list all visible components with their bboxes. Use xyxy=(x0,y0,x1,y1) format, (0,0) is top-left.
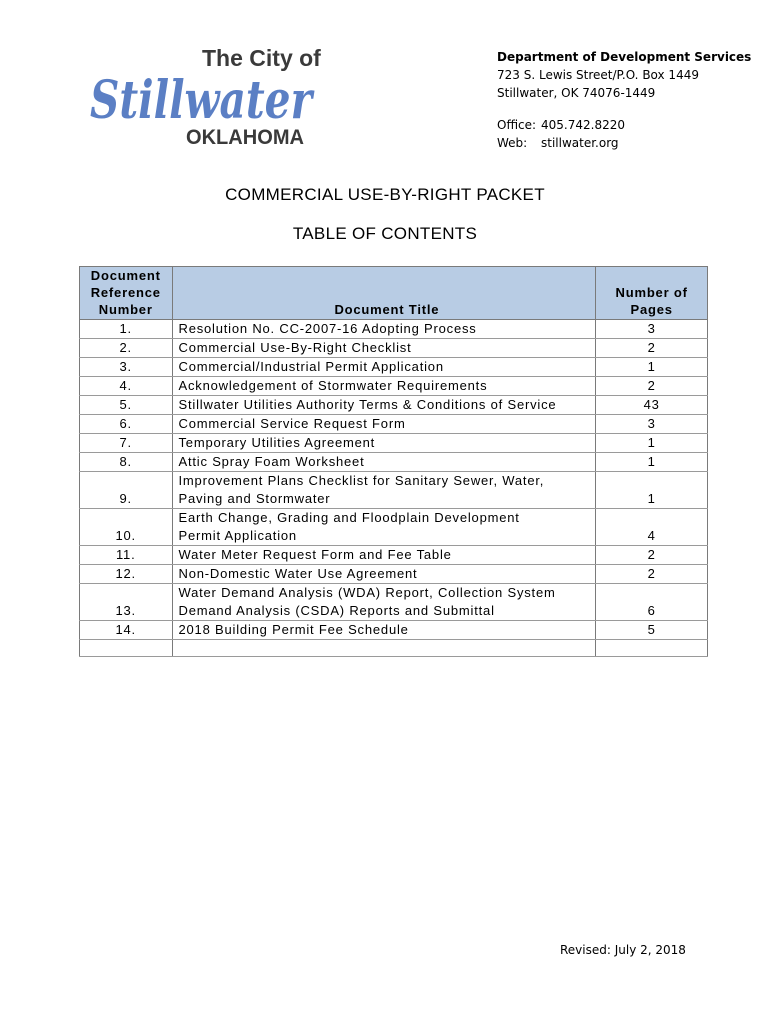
row-number-of-pages: 1 xyxy=(596,358,708,377)
document-heading: COMMERCIAL USE-BY-RIGHT PACKET xyxy=(225,185,545,204)
row-document-title xyxy=(172,415,596,434)
row-number-of-pages: 6 xyxy=(596,584,708,621)
row-number-of-pages: 1 xyxy=(596,453,708,472)
row-title-line: Demand Analysis (CSDA) Reports and Submittal xyxy=(178,603,495,618)
row-title-line: Resolution No. CC-2007-16 Adopting Process xyxy=(178,321,477,336)
row-document-title xyxy=(172,584,596,621)
row-reference-number: 3. xyxy=(80,358,173,377)
row-document-title xyxy=(172,358,596,377)
department-address-line2: Stillwater, OK 74076-1449 xyxy=(497,86,656,100)
row-reference-number: 11. xyxy=(80,546,173,565)
table-row xyxy=(80,565,708,584)
office-label: Office: xyxy=(497,118,537,132)
row-number-of-pages: 1 xyxy=(596,472,708,509)
row-reference-number xyxy=(80,640,173,657)
row-reference-number: 12. xyxy=(80,565,173,584)
row-document-title xyxy=(172,546,596,565)
row-reference-number: 4. xyxy=(80,377,173,396)
row-title-line: Paving and Stormwater xyxy=(178,491,331,506)
row-document-title xyxy=(172,621,596,640)
row-number-of-pages xyxy=(596,640,708,657)
row-title-line: 2018 Building Permit Fee Schedule xyxy=(178,622,409,637)
row-reference-number: 13. xyxy=(80,584,173,621)
row-document-title xyxy=(172,339,596,358)
table-row xyxy=(80,546,708,565)
header-ref-line: Number xyxy=(98,302,153,317)
table-of-contents xyxy=(79,266,708,657)
row-number-of-pages: 4 xyxy=(596,509,708,546)
row-title-line: Acknowledgement of Stormwater Requirements xyxy=(178,378,488,393)
row-number-of-pages: 1 xyxy=(596,434,708,453)
header-number-of-pages xyxy=(596,267,708,320)
row-number-of-pages: 2 xyxy=(596,377,708,396)
table-row xyxy=(80,584,708,621)
row-reference-number: 2. xyxy=(80,339,173,358)
department-contact xyxy=(497,48,751,152)
row-title-line: Commercial Use-By-Right Checklist xyxy=(178,340,412,355)
table-row xyxy=(80,453,708,472)
table-row xyxy=(80,377,708,396)
row-title-line: Water Demand Analysis (WDA) Report, Collection System xyxy=(178,585,556,600)
table-body xyxy=(80,320,708,657)
city-logo xyxy=(88,40,321,150)
row-document-title xyxy=(172,396,596,415)
row-title-line: Water Meter Request Form and Fee Table xyxy=(178,547,452,562)
row-reference-number: 14. xyxy=(80,621,173,640)
row-document-title xyxy=(172,640,596,657)
row-number-of-pages: 5 xyxy=(596,621,708,640)
table-row xyxy=(80,509,708,546)
row-reference-number: 6. xyxy=(80,415,173,434)
row-document-title xyxy=(172,509,596,546)
row-document-title xyxy=(172,453,596,472)
row-title-line: Earth Change, Grading and Floodplain Development xyxy=(178,510,520,525)
row-number-of-pages: 2 xyxy=(596,546,708,565)
table-row xyxy=(80,415,708,434)
office-row xyxy=(497,116,751,134)
web-label: Web: xyxy=(497,136,528,150)
header-pages-line: Number of xyxy=(615,285,688,300)
row-title-line: Attic Spray Foam Worksheet xyxy=(178,454,365,469)
row-title-line: Permit Application xyxy=(178,528,297,543)
web-link[interactable]: stillwater.org xyxy=(541,136,619,150)
table-row xyxy=(80,640,708,657)
logo-line1: The City of xyxy=(202,45,321,71)
table-row xyxy=(80,339,708,358)
row-reference-number: 10. xyxy=(80,509,173,546)
table-header-row xyxy=(80,267,708,320)
table-row xyxy=(80,320,708,339)
table-of-contents-heading: TABLE OF CONTENTS xyxy=(292,224,478,243)
table-row xyxy=(80,472,708,509)
row-number-of-pages: 3 xyxy=(596,320,708,339)
office-phone: 405.742.8220 xyxy=(541,118,625,132)
row-number-of-pages: 2 xyxy=(596,565,708,584)
table-row xyxy=(80,621,708,640)
row-document-title xyxy=(172,377,596,396)
department-address-line1: 723 S. Lewis Street/P.O. Box 1449 xyxy=(497,68,699,82)
row-reference-number: 5. xyxy=(80,396,173,415)
table-row xyxy=(80,434,708,453)
header-pages-line: Pages xyxy=(630,302,673,317)
row-number-of-pages: 3 xyxy=(596,415,708,434)
web-row xyxy=(497,134,751,152)
header-ref-line: Reference xyxy=(90,285,161,300)
row-reference-number: 1. xyxy=(80,320,173,339)
row-reference-number: 9. xyxy=(80,472,173,509)
department-name: Department of Development Services xyxy=(497,50,752,64)
row-number-of-pages: 2 xyxy=(596,339,708,358)
row-title-line: Commercial Service Request Form xyxy=(178,416,406,431)
revised-date: Revised: July 2, 2018 xyxy=(560,943,686,957)
header-reference-number xyxy=(80,267,173,320)
row-document-title xyxy=(172,472,596,509)
row-title-line: Commercial/Industrial Permit Application xyxy=(178,359,444,374)
header-document-title: Document Title xyxy=(172,267,596,320)
header-ref-line: Document xyxy=(90,268,161,283)
row-title-line: Improvement Plans Checklist for Sanitary Sewer, Water, xyxy=(178,473,545,488)
table-row xyxy=(80,358,708,377)
row-title-line: Temporary Utilities Agreement xyxy=(178,435,376,450)
row-title-line: Stillwater Utilities Authority Terms & Conditions of Service xyxy=(178,397,557,412)
logo-line3: OKLAHOMA xyxy=(186,126,304,149)
table-row xyxy=(80,396,708,415)
city-logo-graphic xyxy=(88,40,321,150)
row-document-title xyxy=(172,434,596,453)
row-document-title xyxy=(172,320,596,339)
row-reference-number: 7. xyxy=(80,434,173,453)
logo-line2: Stillwater xyxy=(90,70,315,131)
row-number-of-pages: 43 xyxy=(596,396,708,415)
row-document-title xyxy=(172,565,596,584)
row-reference-number: 8. xyxy=(80,453,173,472)
row-title-line: Non-Domestic Water Use Agreement xyxy=(178,566,418,581)
